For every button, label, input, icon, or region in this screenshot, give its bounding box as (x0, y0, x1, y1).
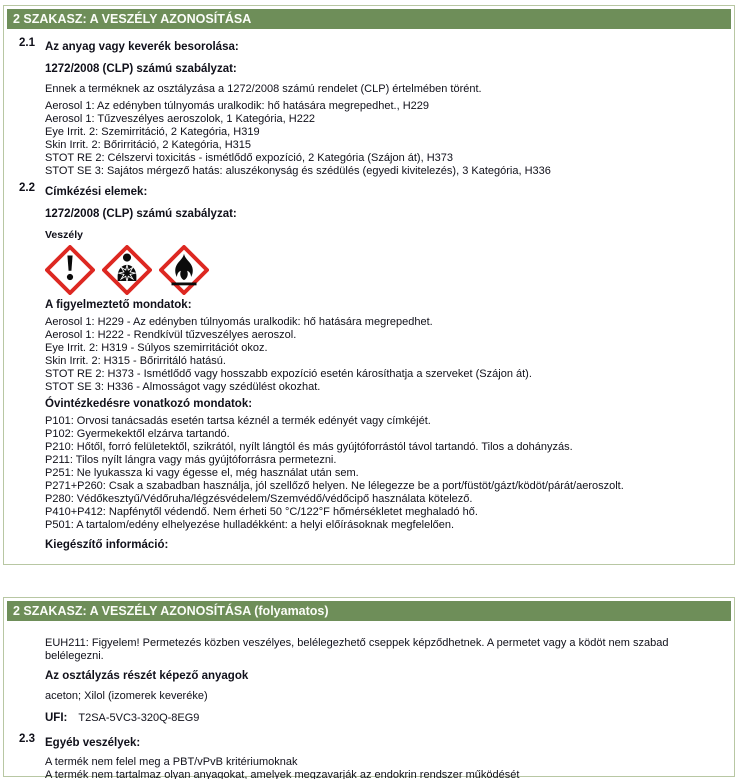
classification-components-heading: Az osztályzás részét képező anyagok (45, 670, 249, 682)
hazard-statement: STOT RE 2: H373 - Ismétlődő vagy hosszabb expozíció esetén károsíthatja a szerveket (Szájon át). (45, 368, 532, 380)
subsection-title: Egyéb veszélyek: (45, 737, 141, 749)
precautionary-statements-list (4, 415, 734, 532)
classification-item: STOT RE 2: Célszervi toxicitás - ismétlődő expozíció, 2 Kategória (Szájon át), H373 (45, 152, 453, 164)
hazard-statement: Eye Irrit. 2: H319 - Súlyos szemirritációt okoz. (45, 342, 268, 354)
hazard-statement: Aerosol 1: H229 - Az edényben túlnyomás uralkodik: hő hatására megrepedhet. (45, 316, 433, 328)
clp-regulation-heading: 1272/2008 (CLP) számú szabályzat: (45, 63, 237, 75)
subsection-number: 2.3 (19, 733, 35, 745)
subsection-2-2-title-row (4, 182, 734, 200)
subsection-number: 2.2 (19, 182, 35, 194)
other-hazard-line: A termék nem felel meg a PBT/vPvB kritériumoknak (45, 756, 298, 768)
euh-statement: EUH211: Figyelem! Permetezés közben veszélyes, belélegezhető cseppek képződhetnek. A permetet vagy a ködöt nem szabad belélegezni. (45, 637, 669, 662)
precautionary-statement: P501: A tartalom/edény elhelyezése hulladékként: a helyi előírásoknak megfelelően. (45, 519, 455, 531)
hazard-statement: Skin Irrit. 2: H315 - Bőrirritáló hatású. (45, 355, 226, 367)
classification-item: Aerosol 1: Az edényben túlnyomás uralkodik: hő hatására megrepedhet., H229 (45, 100, 430, 112)
precautionary-statement: P410+P412: Napfénytől védendő. Nem érheti 50 °C/122°F hőmérsékletet meghaladó hő. (45, 506, 478, 518)
hazard-statements-heading: A figyelmeztető mondatok: (45, 299, 192, 311)
classification-intro: Ennek a terméknek az osztályzása a 1272/2008 számú rendelet (CLP) értelmében törént. (45, 83, 482, 95)
subsection-title: Címkézési elemek: (45, 186, 148, 198)
ghs-pictogram-row (4, 245, 734, 295)
ufi-label: UFI: (45, 712, 68, 724)
classification-components: aceton; Xilol (izomerek keveréke) (45, 690, 208, 702)
precautionary-statements-heading: Óvintézkedésre vonatkozó mondatok: (45, 398, 253, 410)
precautionary-statement: P251: Ne lyukassza ki vagy égesse el, még használat után sem. (45, 467, 359, 479)
section-2-header: 2 SZAKASZ: A VESZÉLY AZONOSÍTÁSA (7, 9, 731, 29)
classification-item: Aerosol 1: Tűzveszélyes aeroszolok, 1 Kategória, H222 (45, 113, 316, 125)
clp-regulation-heading: 1272/2008 (CLP) számú szabályzat: (45, 208, 237, 220)
signal-word: Veszély (45, 229, 83, 241)
classification-item: Skin Irrit. 2: Bőrirritáció, 2 Kategória, H315 (45, 139, 252, 151)
ufi-value: T2SA-5VC3-320Q-8EG9 (78, 712, 200, 724)
classification-item: Eye Irrit. 2: Szemirritáció, 2 Kategória, H319 (45, 126, 260, 138)
hazard-statements-list (4, 316, 734, 394)
precautionary-statement: P210: Hőtől, forró felületektől, szikrától, nyílt lángtól és más gyújtóforrástól távol tartandó. Tilos a dohányzás. (45, 441, 573, 453)
ufi-row (4, 712, 734, 725)
ghs07-exclamation-mark-icon (45, 245, 95, 295)
classification-item: STOT SE 3: Sajátos mérgező hatás: aluszékonyság és szédülés (egyedi kivitelezés), 3 Kategória, H336 (45, 165, 551, 177)
supplementary-info-heading: Kiegészítő információ: (45, 539, 169, 551)
precautionary-statement: P101: Orvosi tanácsadás esetén tartsa kéznél a termék edényét vagy címkéjét. (45, 415, 431, 427)
section-2-box (3, 5, 735, 565)
subsection-2-3-title-row (4, 733, 734, 751)
subsection-title: Az anyag vagy keverék besorolása: (45, 41, 239, 53)
hazard-statement: STOT SE 3: H336 - Almosságot vagy szédülést okozhat. (45, 381, 321, 393)
other-hazard-line: A termék nem tartalmaz olyan anyagokat, amelyek megzavarják az endokrin rendszer működését (45, 769, 520, 779)
ghs02-flame-icon (159, 245, 209, 295)
precautionary-statement: P280: Védőkesztyű/Védőruha/légzésvédelem/Szemvédő/védőcipő használata kötelező. (45, 493, 473, 505)
ghs08-health-hazard-icon (102, 245, 152, 295)
section-2-continued-box (3, 597, 735, 777)
hazard-statement: Aerosol 1: H222 - Rendkívül tűzveszélyes aeroszol. (45, 329, 297, 341)
precautionary-statement: P271+P260: Csak a szabadban használja, jól szellőző helyen. Ne lélegezze be a port/füstöt/gázt/ködöt/párát/aeroszolt. (45, 480, 624, 492)
other-hazards-list (4, 756, 734, 779)
subsection-number: 2.1 (19, 37, 35, 49)
precautionary-statement: P102: Gyermekektől elzárva tartandó. (45, 428, 230, 440)
classification-list (4, 100, 734, 178)
section-2-continued-header: 2 SZAKASZ: A VESZÉLY AZONOSÍTÁSA (folyamatos) (7, 601, 731, 621)
precautionary-statement: P211: Tilos nyílt lángra vagy más gyújtóforrásra permetezni. (45, 454, 337, 466)
subsection-2-1-title-row (4, 37, 734, 55)
